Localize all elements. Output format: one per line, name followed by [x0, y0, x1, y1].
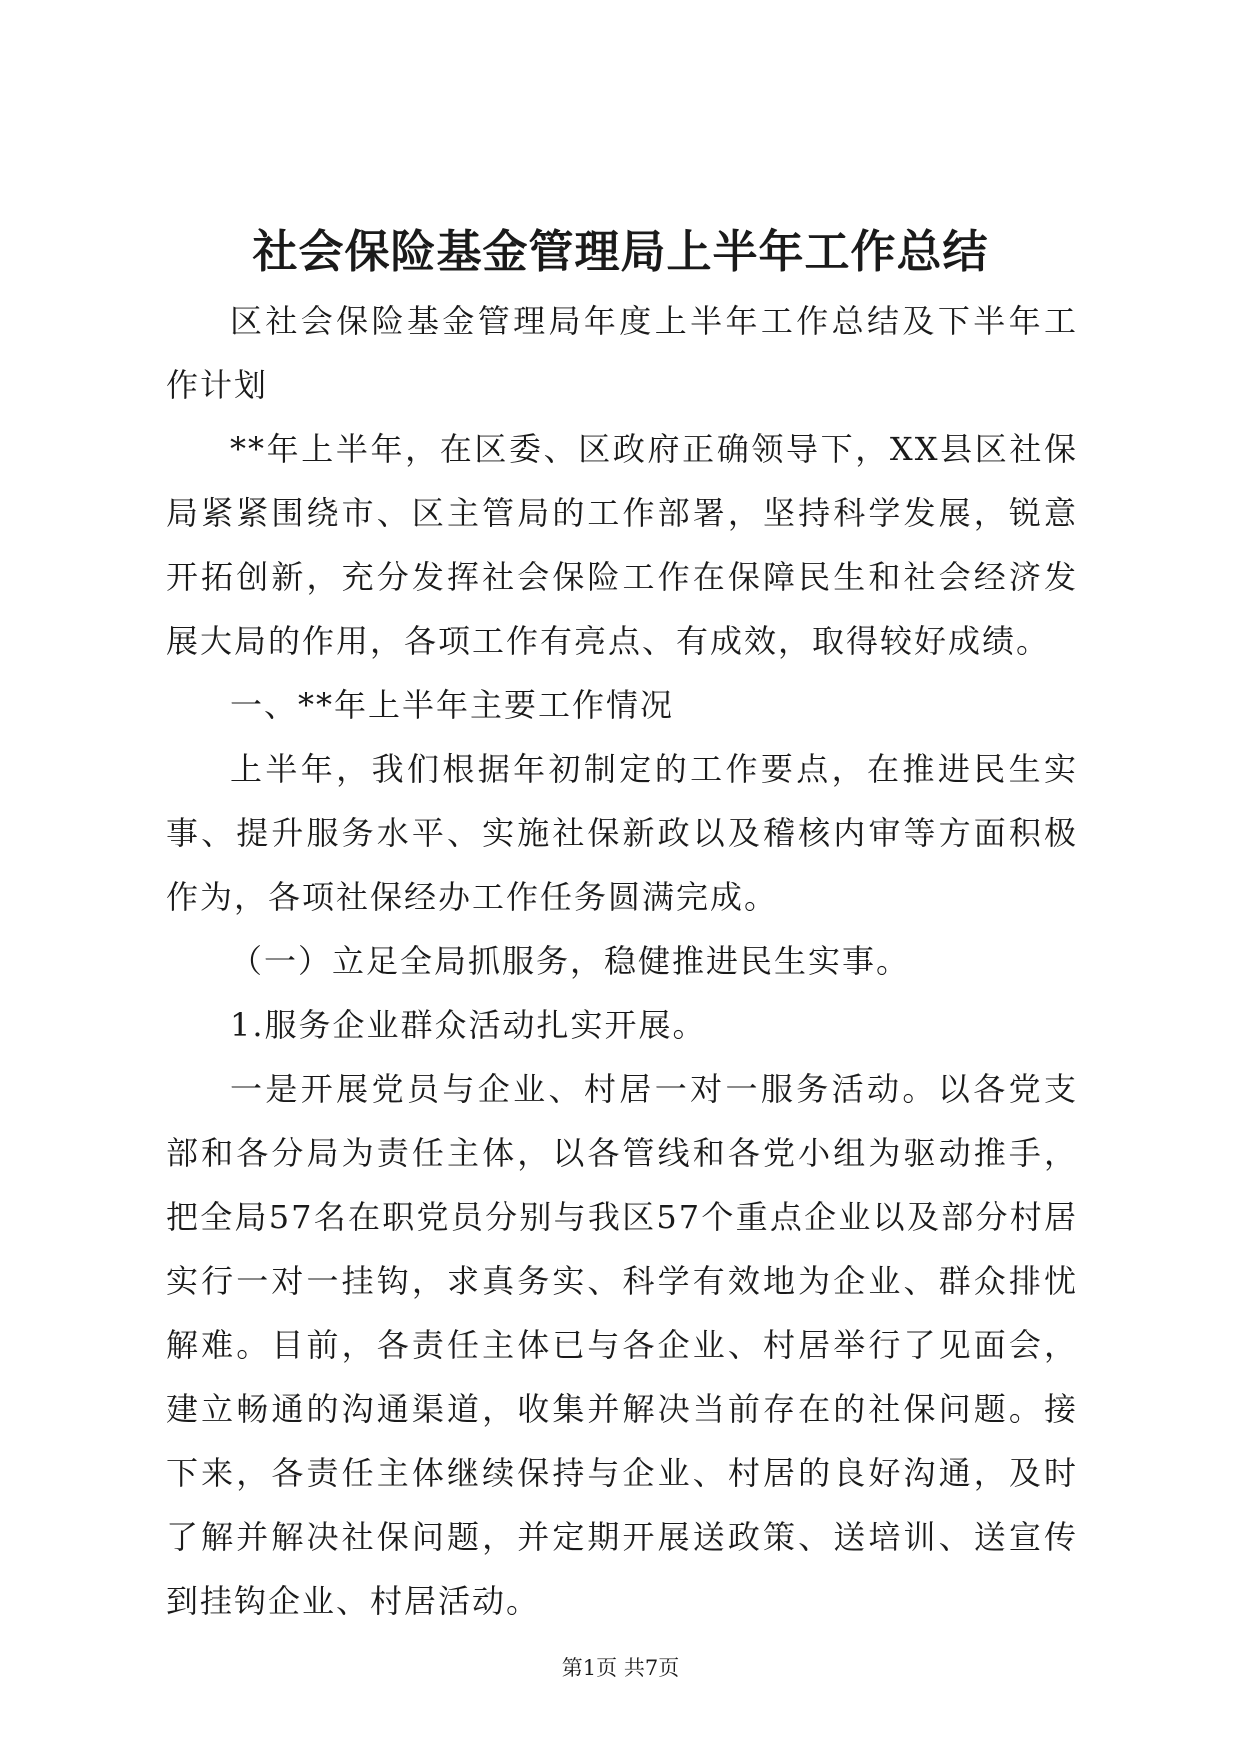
paragraph-detail: 一是开展党员与企业、村居一对一服务活动。以各党支部和各分局为责任主体，以各管线和各党小组为驱动推手，把全局57名在职党员分别与我区57个重点企业以及部分村居实行一对一挂钩，求真务实、科学有效地为企业、群众排忧解难。目前，各责任主体已与各企业、村居举行了见面会，建立畅通的沟通渠道，收集并解决当前存在的社保问题。接下来，各责任主体继续保持与企业、村居的良好沟通，及时了解并解决社保问题，并定期开展送政策、送培训、送宣传到挂钩企业、村居活动。: [166, 1070, 1078, 1620]
section-heading: 一、**年上半年主要工作情况: [230, 686, 675, 724]
item-heading: 1.服务企业群众活动扎实开展。: [230, 1006, 707, 1044]
subsection-heading: （一）立足全局抓服务，稳健推进民生实事。: [230, 942, 911, 980]
document-title: 社会保险基金管理局上半年工作总结: [252, 225, 989, 278]
paragraph-subtitle: 区社会保险基金管理局年度上半年工作总结及下半年工作计划: [166, 302, 1078, 404]
paragraph-overview: 上半年，我们根据年初制定的工作要点，在推进民生实事、提升服务水平、实施社保新政以及稽核内审等方面积极作为，各项社保经办工作任务圆满完成。: [166, 750, 1078, 916]
paragraph-intro: **年上半年，在区委、区政府正确领导下，XX县区社保局紧紧围绕市、区主管局的工作部署，坚持科学发展，锐意开拓创新，充分发挥社会保险工作在保障民生和社会经济发展大局的作用，各项工作有亮点、有成效，取得较好成绩。: [166, 430, 1078, 660]
document-body: [166, 289, 1078, 1633]
page-footer: 第1页 共7页: [561, 1656, 680, 1680]
